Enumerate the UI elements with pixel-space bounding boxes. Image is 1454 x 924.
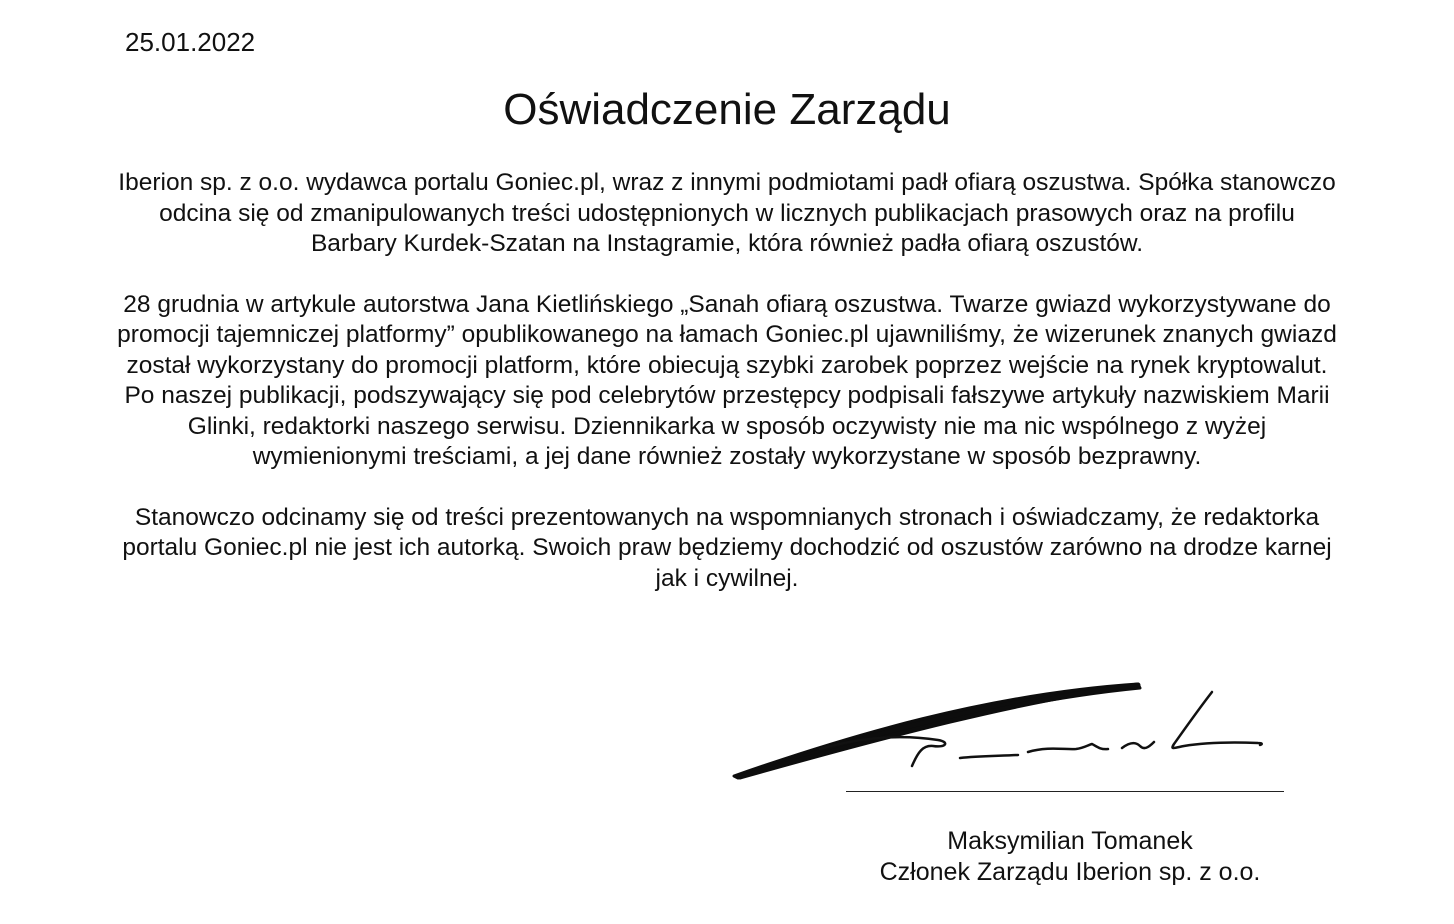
signature-line xyxy=(846,791,1284,792)
paragraph-legal-action: Stanowczo odcinamy się od treści prezentowanych na wspomnianych stronach i oświadczamy, że redaktorka portalu Goniec.pl nie jest ich autorką. Swoich praw będziemy dochodzić od oszustów zarówno na drodze karnej jak i cywilnej. xyxy=(122,503,1332,592)
document-body xyxy=(117,168,1337,624)
signer-name: Maksymilian Tomanek xyxy=(947,827,1193,855)
paragraph-article-details: 28 grudnia w artykule autorstwa Jana Kietlińskiego „Sanah ofiarą oszustwa. Twarze gwiazd wykorzystywane do promocji tajemniczej platformy” opublikowanego na łamach Goniec.pl ujawniliśmy, że wizerunek znanych gwiazd został wykorzystany do promocji platform, które obiecują szybki zarobek poprzez wejście na rynek kryptowalut. Po naszej publikacji, podszywający się pod celebrytów przestępcy podpisali fałszywe artykuły nazwiskiem Marii Glinki, redaktorki naszego serwisu. Dziennikarka w sposób oczywisty nie ma nic wspólnego z wyżej wymienionymi treściami, a jej dane również zostały wykorzystane w sposób bezprawny. xyxy=(117,290,1337,470)
handwritten-signature-icon xyxy=(728,676,1273,788)
paragraph-fraud-notice: Iberion sp. z o.o. wydawca portalu Goniec.pl, wraz z innymi podmiotami padł ofiarą oszustwa. Spółka stanowczo odcina się od zmanipulowanych treści udostępnionych w licznych publikacjach prasowych oraz na profilu Barbary Kurdek-Szatan na Instagramie, która również padła ofiarą oszustów. xyxy=(118,169,1336,257)
document-date: 25.01.2022 xyxy=(125,27,256,57)
signer-role: Członek Zarządu Iberion sp. z o.o. xyxy=(879,858,1261,886)
document-title: Oświadczenie Zarządu xyxy=(503,85,951,134)
signer-block xyxy=(846,826,1294,888)
